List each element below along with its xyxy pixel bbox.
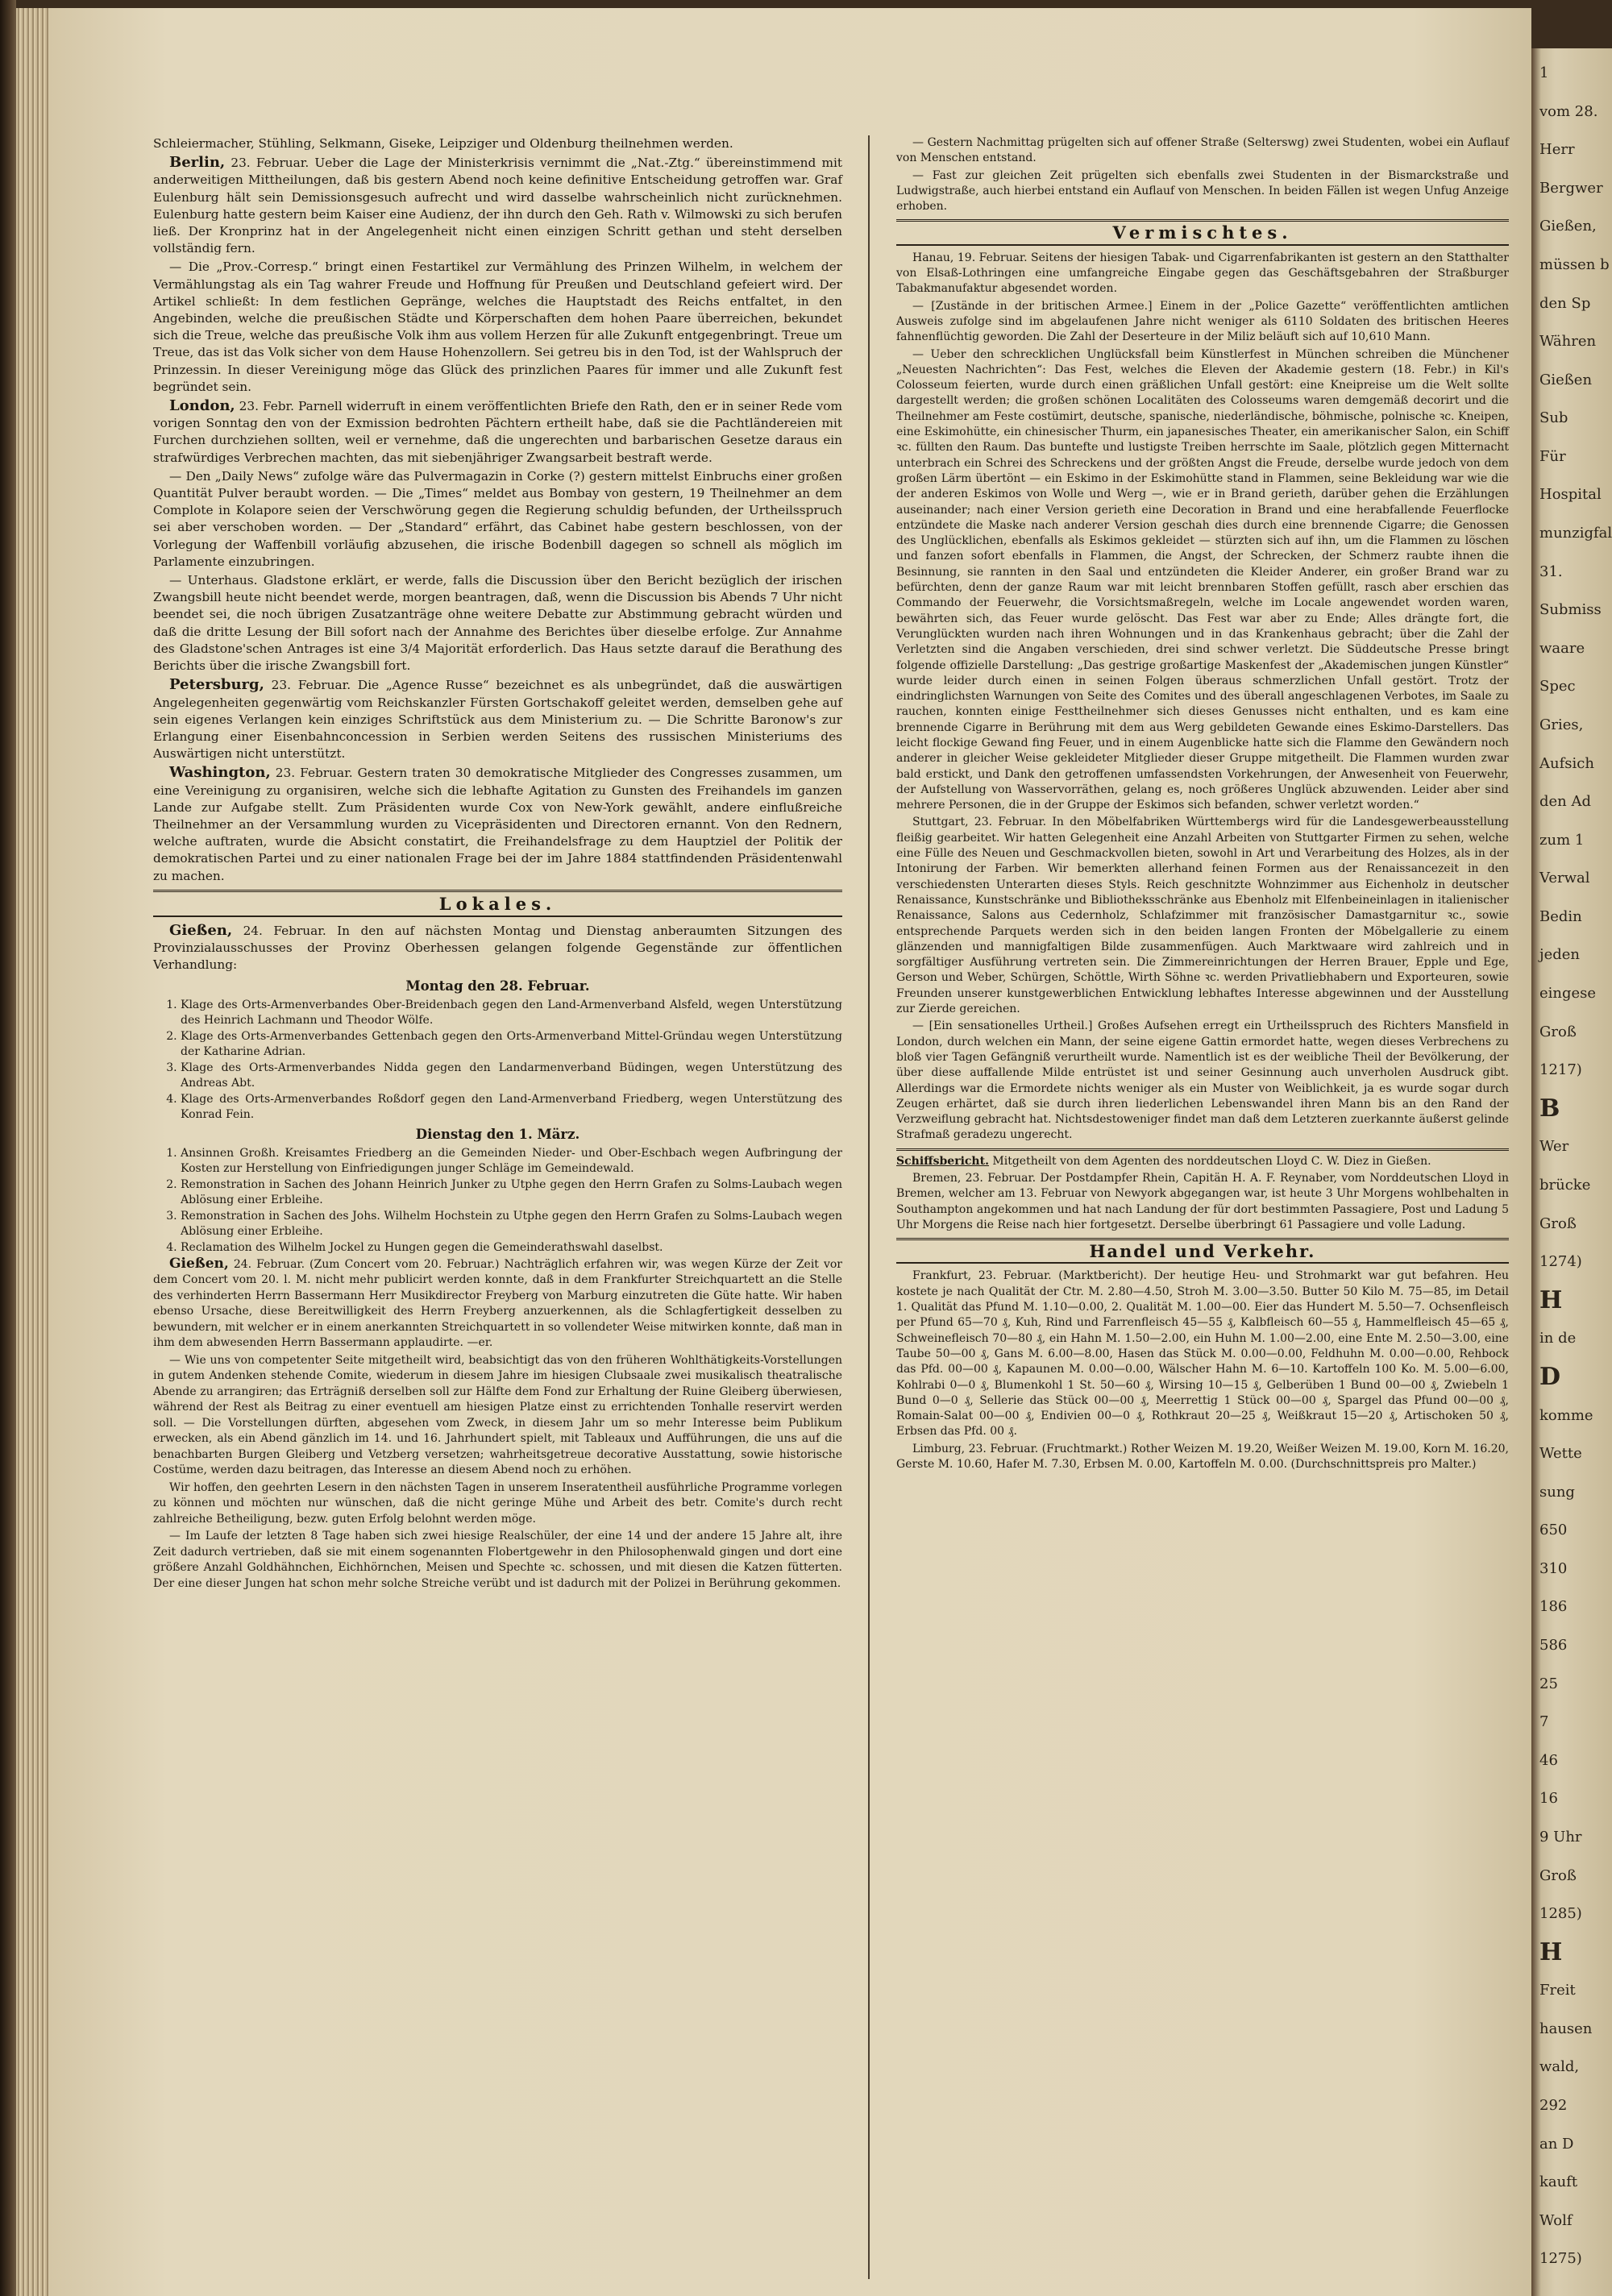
intro-paragraph: Schleiermacher, Stühling, Selkmann, Giseke, Leipziger und Oldenburg theilnehmen werden. — [153, 136, 733, 151]
agenda-item: 2. Klage des Orts-Armenverbandes Gettenbach gegen den Orts-Armenverband Mittel-Gründau wegen Unterstützung der Katharine Adrian. — [181, 1029, 842, 1060]
london-text: 23. Febr. Parnell widerruft in einem veröffentlichten Briefe den Rath, den er in seiner Rede vom vorigen Sonntag den von der Exmission bedrohten Pächtern ertheilt habe, daß sie die Pachtländereien mit Furchen durchziehen sollten, weil er vernehme, daß die ungerechten und barbarischen Gesetze daraus ein strafwürdiges Verbrechen machten, das mit siebenjähriger Zwangsarbeit bestraft werde. — [153, 399, 842, 465]
adjacent-page-text: Bergwer — [1539, 179, 1603, 197]
vermischtes-heading: Vermischtes. — [896, 219, 1509, 245]
adjacent-page-text: Sub — [1539, 409, 1568, 427]
adjacent-page-text: komme — [1539, 1406, 1593, 1424]
adjacent-page-text: 16 — [1539, 1790, 1558, 1808]
adjacent-page-text: Aufsich — [1539, 754, 1594, 772]
adjacent-page-text: 7 — [1539, 1713, 1549, 1731]
agenda-item: 3. Remonstration in Sachen des Johs. Wilhelm Hochstein zu Utphe gegen den Herrn Grafen zu Solms-Laubach wegen Ablösung einer Erbleihe. — [181, 1209, 842, 1239]
berlin-text: 23. Februar. Ueber die Lage der Ministerkrisis vernimmt die „Nat.-Ztg.“ übereinstimmend mit anderweitigen Mittheilungen, daß bis gestern Abend noch keine definitive Entscheidung getroffen war. Graf Eulenburg hält sein Demissionsgesuch aufrecht und wird dasselbe wahrscheinlich nicht zurücknehmen. Eulenburg hatte gestern beim Kaiser eine Audienz, der ihn durch den Geh. Rath v. Wilmowski zu sich berufen ließ. Der Kronprinz hat in der Angelegenheit nicht einen einzigen Schritt gethan und steht derselben vollständig fern. — [153, 156, 842, 256]
book-spine-shadow — [0, 0, 16, 2296]
adjacent-page-text: vom 28. — [1539, 102, 1598, 120]
giessen-agenda-intro — [153, 922, 842, 974]
giessen-dateline-1: Gießen, — [169, 921, 233, 939]
agenda-item: 1. Klage des Orts-Armenverbandes Ober-Breidenbach gegen den Land-Armenverband Alsfeld, wegen Unterstützung des Heinrich Lachmann und Theodor Wölfe. — [181, 998, 842, 1028]
tuesday-heading: Dienstag den 1. März. — [415, 1126, 580, 1142]
adjacent-page-text: 46 — [1539, 1751, 1558, 1769]
adjacent-page-text: 1 — [1539, 64, 1549, 81]
adjacent-page-text: Groß — [1539, 1866, 1577, 1884]
agenda-item: 1. Ansinnen Großh. Kreisamtes Friedberg an die Gemeinden Nieder- und Ober-Eschbach wegen Aufbringung der Kosten zur Herstellung von Einfriedigungen junger Schläge im Gemeindewald. — [181, 1146, 842, 1177]
british-army-article: — [Zustände in der britischen Armee.] Einem in der „Police Gazette“ veröffentlichten amtlichen Ausweis zufolge sind im abgelaufenen Jahre nicht weniger als 6110 Soldaten des britischen Heeres fahnenflüchtig geworden. Die Zahl der Deserteure in der Miliz beläuft sich auf 10,610 Mann. — [896, 299, 1509, 344]
adjacent-page-text: H — [1539, 1937, 1563, 1966]
adjacent-page-text: Für — [1539, 447, 1566, 465]
petersburg-article — [153, 676, 842, 762]
adjacent-page-text: munzigfal — [1539, 525, 1612, 542]
adjacent-page-text: Gießen — [1539, 371, 1593, 388]
adjacent-page-text: den Ad — [1539, 793, 1592, 811]
adjacent-page-fragment — [1531, 48, 1612, 2296]
adjacent-page-text: Spec — [1539, 678, 1576, 695]
agenda-item: 3. Klage des Orts-Armenverbandes Nidda gegen den Landarmenverband Büdingen, wegen Unterstützung des Andreas Abt. — [181, 1061, 842, 1091]
charity-article: — Wie uns von competenter Seite mitgetheilt wird, beabsichtigt das von den früheren Wohlthätigkeits-Vorstellungen in gutem Andenken stehende Comite, wiederum in diesem Jahre im hiesigen Clubsaale zwei musikalisch theatralische Abende zu arrangiren; das Erträgniß derselben soll zur Hälfte dem Fond zur Erhaltung der Ruine Gleiberg überwiesen, während der Rest als Beitrag zu einer eventuell am hiesigen Platze einst zu errichtenden Tonhalle reservirt werden soll. — Die Vorstellungen dürften, abgesehen vom Zweck, in diesem Jahr um so mehr Interesse beim Publikum erwecken, als ein Abend gänzlich im 14. und 16. Jahrhundert spielt, mit Tableaux und Aufführungen, die uns auf die benachbarten Burgen Gleiberg und Vetzberg versetzen; wahrheitsgetreue decorative Ausstattung, sowie historische Costüme, werden dazu beitragen, das Interesse an diesem Abend noch zu erhöhen. — [153, 1353, 842, 1477]
adjacent-page-text: Gießen, — [1539, 218, 1597, 235]
adjacent-page-text: brücke — [1539, 1177, 1591, 1194]
adjacent-page-text: hausen — [1539, 2020, 1593, 2037]
adjacent-page-text: Gries, — [1539, 716, 1584, 733]
frankfurt-market-report: Frankfurt, 23. Februar. (Marktbericht). Der heutige Heu- und Strohmarkt war gut befahren. Heu kostete je nach Qualität der Ctr. M. 2.80—4.50, Stroh M. 3.00—3.50. Butter 50 Kilo M. 75—85, im Detail 1. Qualität das Pfund M. 1.10—0.00, 2. Qualität M. 1.00—00. Eier das Hundert M. 5.50—7. Ochsenfleisch per Pfund 65—70 ₰, Kuh, Rind und Farrenfleisch 45—55 ₰, Kalbfleisch 60—55 ₰, Hammelfleisch 45—65 ₰, Schweinefleisch 70—80 ₰, ein Hahn M. 1.50—2.00, ein Huhn M. 1.00—2.00, eine Ente M. 2.50—3.00, eine Taube 50—00 ₰, Gans M. 6.00—8.00, Hasen das Stück M. 0.00—0.00, Feldhuhn M. 0.00—0.00, Rehbock das Pfd. 00—00 ₰, Kapaunen M. 0.00—0.00, Wälscher Hahn M. 6—10. Kartoffeln 100 Ko. M. 5.00—6.00, Kohlrabi 0—0 ₰, Blumenkohl 1 St. 50—60 ₰, Wirsing 10—15 ₰, Gelberüben 1 Bund 00—00 ₰, Zwiebeln 1 Bund 0—0 ₰, Sellerie das Stück 00—00 ₰, Meerrettig 1 Stück 00—00 ₰, Spargel das Pfund 00—00 ₰, Romain-Salat 00—00 ₰, Endivien 00—0 ₰, Rothkraut 20—25 ₰, Weißkraut 15—20 ₰, Artischoken 50 ₰, Erbsen das Pfd. 00 ₰. — [896, 1269, 1509, 1439]
lokales-heading: Lokales. — [153, 890, 842, 917]
adjacent-page-text: sung — [1539, 1483, 1575, 1501]
shipping-report — [896, 1148, 1509, 1233]
adjacent-page-text: kauft — [1539, 2174, 1578, 2191]
london-dateline: London, — [169, 397, 235, 415]
berlin-dateline: Berlin, — [169, 154, 226, 172]
london-article-2: — Den „Daily News“ zufolge wäre das Pulvermagazin in Corke (?) gestern mittelst Einbruchs einer großen Quantität Pulver beraubt worden. — Die „Times“ meldet aus Bombay von gestern, 19 Theilnehmer an dem Complote in Kolapore seien der Verschwörung gegen die Regierung schuldig befunden, der Urtheilsspruch sei aber verschoben worden. — Der „Standard“ erfährt, das Cabinet habe gestern beschlossen, von der Vorlegung der Waffenbill vorläufig abzusehen, die irische Bodenbill dagegen so schnell als möglich im Parlamente einzubringen. — [153, 468, 842, 569]
adjacent-page-text: jeden — [1539, 946, 1581, 964]
adjacent-page-text: Verwal — [1539, 870, 1590, 887]
monday-agenda-list — [153, 998, 842, 1123]
petersburg-text: 23. Februar. Die „Agence Russe“ bezeichnet es als unbegründet, daß die auswärtigen Angelegenheiten gegenwärtig vom Reichskanzler Fürsten Gortschakoff geleitet werden, demselben gehe auf sein eigenes Verlangen kein einziges Schriftstück aus dem Ministerium zu. — Die Schritte Baronow's zur Erlangung einer Eisenbahnconcession in Serbien werden Seitens des russischen Ministeriums des Auswärtigen nicht unterstützt. — [153, 678, 842, 762]
washington-text: 23. Februar. Gestern traten 30 demokratische Mitglieder des Congresses zusammen, um eine Vereinigung zu organisiren, welche sich die lebhafte Agitation zu Gunsten des Freihandels im ganzen Lande zur Aufgabe stellt. Zum Präsidenten wurde Cox von New-York gewählt, andere einflußreiche Theilnehmer an der Versammlung wurden zu Vicepräsidenten und Directoren ernannt. Von den Rednern, welche auftraten, wurde die Absicht constatirt, die Freihandelsfrage zu dem Hauptziel der Politik der demokratischen Partei und zu einer nationalen Frage bei der im Jahre 1884 stattfindenden Präsidentenwahl zu machen. — [153, 766, 842, 883]
adjacent-page-text: an D — [1539, 2135, 1574, 2153]
adjacent-page-text: wald, — [1539, 2058, 1580, 2076]
adjacent-page-text: Freit — [1539, 1982, 1576, 1999]
adjacent-page-text: 25 — [1539, 1675, 1558, 1692]
concert-text: 24. Februar. (Zum Concert vom 20. Februar.) Nachträglich erfahren wir, was wegen Kürze der Zeit vor dem Concert vom 20. l. M. nicht mehr publicirt werden konnte, daß in dem Frankfurter Streichquartett an die Stelle des verhinderten Herrn Bassermann Herr Musikdirector Freyberg von Marburg einzutreten die Güte hatte. Wir haben ebenso Ursache, diese Bereitwilligkeit des Herrn Freyberg anzuerkennen, als die Schlagfertigkeit desselben zu bewundern, mit welcher er in einem anerkannten Streichquartett in so vollendeter Weise mitwirken konnte, daß man in ihm dem abwesenden Herrn Bassermann applaudirte. —er. — [153, 1257, 843, 1350]
adjacent-page-text: müssen b — [1539, 255, 1610, 273]
adjacent-page-text: 1274) — [1539, 1253, 1582, 1271]
brawl-article-1: — Gestern Nachmittag prügelten sich auf offener Straße (Selterswg) zwei Studenten, wobei ein Auflauf von Menschen entstand. — [896, 136, 1509, 165]
adjacent-page-text: eingese — [1539, 985, 1597, 1003]
adjacent-page-text: Groß — [1539, 1023, 1577, 1040]
left-column — [153, 135, 842, 1593]
berlin-article-2: — Die „Prov.-Corresp.“ bringt einen Festartikel zur Vermählung des Prinzen Wilhelm, in welchem der Vermählungstag als ein Tag wahrer Freude und Hoffnung für Preußen und Deutschland gefeiert wird. Der Artikel schließt: In dem festlichen Gepränge, welches die Hauptstadt des Reichs entfaltet, in den Angebinden, welche die preußischen Städte und Körperschaften dem hohen Paare überreichen, bekundet sich die Treue, welche das preußische Volk ihm aus vollem Herzen für alle Zukunft entgegenbringt. Treue um Treue, das ist das Volk sicher von dem Hause Hohenzollern. Sei getreu bis in den Tod, ist der Wahlspruch der Prinzessin. In dieser Vereinigung möge das Glück des prinzlichen Paares für immer und alle Zukunft fest begründet sein. — [153, 259, 842, 394]
stuttgart-article: Stuttgart, 23. Februar. In den Möbelfabriken Württembergs wird für die Landesgewerbeausstellung fleißig gearbeitet. Wir hatten Gelegenheit eine Anzahl Arbeiten von Stuttgarter Firmen zu sehen, welche eine Fülle des Neuen und Geschmackvollen bieten, sowohl in Art und Verarbeitung des Holzes, als in der Intonirung der Farben. Wir bemerkten allerhand feinen Formen aus der Renaissancezeit in den verschiedensten Unterarten dieses Styls. Reich geschnitzte Wohnzimmer aus Eichenholz in deutscher Renaissance, Kunstschränke und Bibliotheksschränke aus Ebenholz mit Elfenbeineinlagen in italienischer Renaissance, Salons aus Cedernholz, Schlafzimmer mit französischer Damastgarnitur ꝛc., sowie entsprechende Parquets werden sich in den beiden langen Fronten der Möbelgallerie zu einem glänzenden und mannigfaltigen Bilde zusammenfügen. Auch Marktwaare wird zahlreich und in sorgfältiger Ausführung vertreten sein. Die Zimmereinrichtungen der Herren Brauer, Epple und Ege, Gerson und Weber, Schürgen, Schöttle, Wirth Söhne ꝛc. werden Privatliebhabern und Exporteuren, sowie Freunden unserer kunstgewerblichen Entwicklung lebhaftes Interesse abgewinnen und der Ausstellung zur Zierde gereichen. — [896, 816, 1509, 1016]
adjacent-page-text: 31. — [1539, 563, 1563, 580]
shipping-heading: Schiffsbericht. — [896, 1154, 989, 1168]
concert-article — [153, 1256, 842, 1351]
hanau-article: Hanau, 19. Februar. Seitens der hiesigen Tabak- und Cigarrenfabrikanten ist gestern an den Statthalter von Elsaß-Lothringen eine umfangreiche Eingabe gegen das Geschäftsgebahren der Straßburger Tabakmanufaktur abgesendet worden. — [896, 251, 1509, 296]
adjacent-page-text: 9 Uhr — [1539, 1828, 1582, 1846]
monday-heading: Montag den 28. Februar. — [405, 978, 590, 994]
bremen-article: Bremen, 23. Februar. Der Postdampfer Rhein, Capitän H. A. F. Reynaber, vom Norddeutschen Lloyd in Bremen, welcher am 13. Februar von Newyork abgegangen war, ist heute 3 Uhr Morgens wohlbehalten in Southampton angekommen und hat nach Landung der für dort bestimmten Passagiere, Post und Ladung 5 Uhr Morgens die Reise nach hier fortgesetzt. Derselbe überbringt 61 Passagiere und volle Ladung. — [896, 1172, 1509, 1231]
washington-dateline: Washington, — [169, 764, 271, 782]
london-article-3: — Unterhaus. Gladstone erklärt, er werde, falls die Discussion über den Bericht bezüglich der irischen Zwangsbill heute nicht beendet werde, morgen beantragen, daß, wenn die Discussion bis Abends 7 Uhr nicht beendet sei, die noch übrigen Zusatzanträge ohne weitere Debatte zur Abstimmung gebracht würden und daß die dritte Lesung der Bill sofort nach der Annahme des Berichtes über dieselbe erfolge. Zur Annahme des Gladstone'schen Antrages ist eine 3/4 Majorität erforderlich. Das Haus setzte darauf die Berathung des Berichts über die irische Zwangsbill fort. — [153, 573, 842, 674]
page-stack-edge — [16, 8, 48, 2296]
london-article — [153, 397, 842, 467]
adjacent-page-text: B — [1539, 1094, 1560, 1123]
adjacent-page-text: H — [1539, 1285, 1563, 1314]
right-column — [896, 135, 1509, 1474]
adjacent-page-text: Herr — [1539, 141, 1575, 159]
adjacent-page-text: Wolf — [1539, 2211, 1573, 2229]
brawl-article-2: — Fast zur gleichen Zeit prügelten sich ebenfalls zwei Studenten in der Bismarckstraße und Ludwigstraße, auch hierbei entstand ein Auflauf von Menschen. In beiden Fällen ist wegen Unfug Anzeige erhoben. — [896, 168, 1509, 214]
adjacent-page-text: Submiss — [1539, 601, 1602, 619]
adjacent-page-text: 586 — [1539, 1637, 1568, 1655]
handel-heading: Handel und Verkehr. — [896, 1238, 1509, 1264]
munich-fire-article: — Ueber den schrecklichen Unglücksfall beim Künstlerfest in München schreiben die Münchener „Neuesten Nachrichten“: Das Fest, welches die Eleven der Akademie gestern (18. Febr.) in Kil's Colosseum feierten, wurde durch einen gräßlichen Unfall gestört: eine Kneipreise um die Welt sollte dargestellt werden; die großen schönen Localitäten des Colosseums waren demgemäß decorirt und die Theilnehmer am Feste costümirt, deutsche, spanische, niederländische, böhmische, polnische ꝛc. Kneipen, eine Eskimohütte, ein chinesischer Thurm, ein japanesisches Theater, ein amerikanischer Salon, ein Schiff ꝛc. füllten den Raum. Das buntefte und lustigste Treiben herrschte im Saale, plötzlich gegen Mitternacht unterbrach ein Schrei des Schreckens und der größten Angst die Freude, derselbe wurde jedoch von dem großen Lärm übertönt — ein Eskimo in der Eskimohütte stand in Flammen, seine Bekleidung war wie die der anderen Eskimos von Wolle und Werg —, wie er in Brand gerieth, darüber gehen die Erzählungen auseinander; nach einer Version gerieth eine Decoration in Brand und eine herabfallende Feuerflocke entzündete die Maske nach anderer Version geschah dies durch eine brennende Cigarre; die Genossen des Unglücklichen, ebenfalls als Eskimos gekleidet — stürzten sich auf ihn, um die Flammen zu löschen und fanzen sofort ebenfalls in Flammen, die Angst, der Schrecken, der Schmerz raubte ihnen die Besinnung, sie rannten in den Saal und entzündeten die Kleider Anderer, ein großer Brand war zu befürchten, denn der ganze Raum war mit leicht brennbaren Stoffen gefüllt, rasch aber erschien das Commando der Feuerwehr, die Vorsichtsmaßregeln, welche im Locale angewendet worden waren, bewährten sich, das Feuer wurde gelöscht. Das Fest war aber zu Ende; Alles drängte fort, die Verunglückten wurden nach ihren Wohnungen und in das Krankenhaus gebracht; über die Zahl der Verletzten sind die Angaben verschieden, drei sind schwer verletzt. Die Süddeutsche Presse bringt folgende offizielle Darstellung: „Das gestrige großartige Maskenfest der „Akademischen jungen Künstler“ wurde leider durch einen in seinen Folgen überaus schmerzlichen Unfall gestört. Trotz der eindringlichsten Warnungen von Seite des Comites und des überall angeschlagenen Verbotes, im Saale zu rauchen, konnten einige Festtheilnehmer sich dieses Genusses nicht enthalten, und es kam eine brennende Cigarre in Berührung mit dem aus Werg gebildeten Gewande eines Eskimo-Darstellers. Das leicht flockige Gewand fing Feuer, und in einem Augenblicke hatte sich die Flamme den Gewändern noch anderer in gleicher Weise gekleideter Mitglieder dieser Gruppe mitgetheilt. Die Flammen wurden zwar bald erstickt, und Dank den getroffenen umfassendsten Vorkehrungen, der Anwesenheit von Feuerwehr, der Aufstellung von Wasservorräthen, gelang es, noch größeres Unglück abzuwenden. Leider aber sind mehrere Personen, die in der Gruppe der Eskimos sich befanden, schwer verletzt worden.“ — [896, 347, 1509, 812]
giessen-text-1: 24. Februar. In den auf nächsten Montag und Dienstag anberaumten Sitzungen des Provinzialausschusses der Provinz Oberhessen gelangen folgende Gegenstände zur öffentlichen Verhandlung: — [153, 923, 842, 973]
washington-article — [153, 764, 842, 884]
shipping-subheading: Mitgetheilt von dem Agenten des norddeutschen Lloyd C. W. Diez in Gießen. — [992, 1154, 1431, 1168]
berlin-article — [153, 154, 842, 257]
adjacent-page-text: waare — [1539, 639, 1585, 657]
adjacent-page-text: Wer — [1539, 1138, 1569, 1156]
program-notice: Wir hoffen, den geehrten Lesern in den nächsten Tagen in unserem Inseratentheil ausführliche Programme vorlegen zu können und möchten nur wünschen, daß die nicht geringe Mühe und Arbeit des betr. Comite's durch recht zahlreiche Betheiligung, bezw. guten Erfolg belohnt werden möge. — [153, 1480, 842, 1526]
adjacent-page-text: Wette — [1539, 1445, 1582, 1463]
adjacent-page-text: Bedin — [1539, 907, 1582, 925]
sensational-verdict-article: — [Ein sensationelles Urtheil.] Großes Aufsehen erregt ein Urtheilsspruch des Richters Mansfield in London, durch welchen ein Mann, der seine eigene Gattin ermordet hatte, wegen dieses Verbrechens zu bloß vier Tagen Gefängniß verurtheilt wurde. Namentlich ist es der weibliche Theil der Bevölkerung, der über diese auffallende Milde entrüstet ist und seiner Gesinnung auch unverholen Ausdruck gibt. Allerdings war die Ermordete nichts weniger als ein Muster von Weiblichkeit, ja es wurde sogar durch Zeugen erhärtet, daß sie durch ihren liederlichen Lebenswandel ihren Mann bis an den Rand der Verzweiflung gebracht hat. Nichtsdestoweniger findet man daß dem Letzteren zuerkannte äußerst gelinde Strafmaß geradezu ungerecht. — [896, 1019, 1509, 1142]
tuesday-agenda-list — [153, 1146, 842, 1256]
students-article: — Im Laufe der letzten 8 Tage haben sich zwei hiesige Realschüler, der eine 14 und der andere 15 Jahre alt, ihre Zeit dadurch vertrieben, daß sie mit einem sogenannten Flobertgewehr in den Philosophenwald gingen und dort eine größere Anzahl Goldhähnchen, Eichhörnchen, Meisen und Spechte ꝛc. schossen, und mit diesen die Katzen fütterten. Der eine dieser Jungen hat schon mehr solche Streiche verübt und ist dadurch mit der Polizei in Berührung gekommen. — [153, 1530, 842, 1590]
adjacent-page-text: 1217) — [1539, 1061, 1582, 1079]
adjacent-page-text: den Sp — [1539, 294, 1591, 312]
adjacent-page-text: 186 — [1539, 1598, 1568, 1616]
adjacent-page-text: 1275) — [1539, 2250, 1582, 2268]
shipping-header — [896, 1154, 1509, 1169]
column-divider — [868, 135, 870, 2279]
adjacent-page-text: 1285) — [1539, 1905, 1582, 1923]
limburg-market-report: Limburg, 23. Februar. (Fruchtmarkt.) Rother Weizen M. 19.20, Weißer Weizen M. 19.00, Korn M. 16.20, Gerste M. 10.60, Hafer M. 7.30, Erbsen M. 0.00, Kartoffeln M. 0.00. (Durchschnittspreis pro Malter.) — [896, 1442, 1509, 1472]
petersburg-dateline: Petersburg, — [169, 676, 264, 694]
adjacent-page-text: in de — [1539, 1330, 1577, 1347]
adjacent-page-text: 650 — [1539, 1522, 1568, 1539]
agenda-item: 4. Klage des Orts-Armenverbandes Roßdorf gegen den Land-Armenverband Friedberg, wegen Unterstützung des Konrad Fein. — [181, 1092, 842, 1123]
adjacent-page-text: 292 — [1539, 2097, 1568, 2115]
agenda-item: 4. Reclamation des Wilhelm Jockel zu Hungen gegen die Gemeinderathswahl daselbst. — [181, 1240, 842, 1256]
adjacent-page-text: Groß — [1539, 1214, 1577, 1232]
adjacent-page-text: 310 — [1539, 1559, 1568, 1577]
adjacent-page-text: zum 1 — [1539, 831, 1585, 849]
adjacent-page-text: D — [1539, 1362, 1561, 1391]
adjacent-page-text: Währen — [1539, 333, 1597, 351]
giessen-dateline-2: Gießen, — [169, 1255, 229, 1272]
agenda-item: 2. Remonstration in Sachen des Johann Heinrich Junker zu Utphe gegen den Herrn Grafen zu Solms-Laubach wegen Ablösung einer Erbleihe. — [181, 1177, 842, 1208]
adjacent-page-text: Hospital — [1539, 486, 1602, 504]
